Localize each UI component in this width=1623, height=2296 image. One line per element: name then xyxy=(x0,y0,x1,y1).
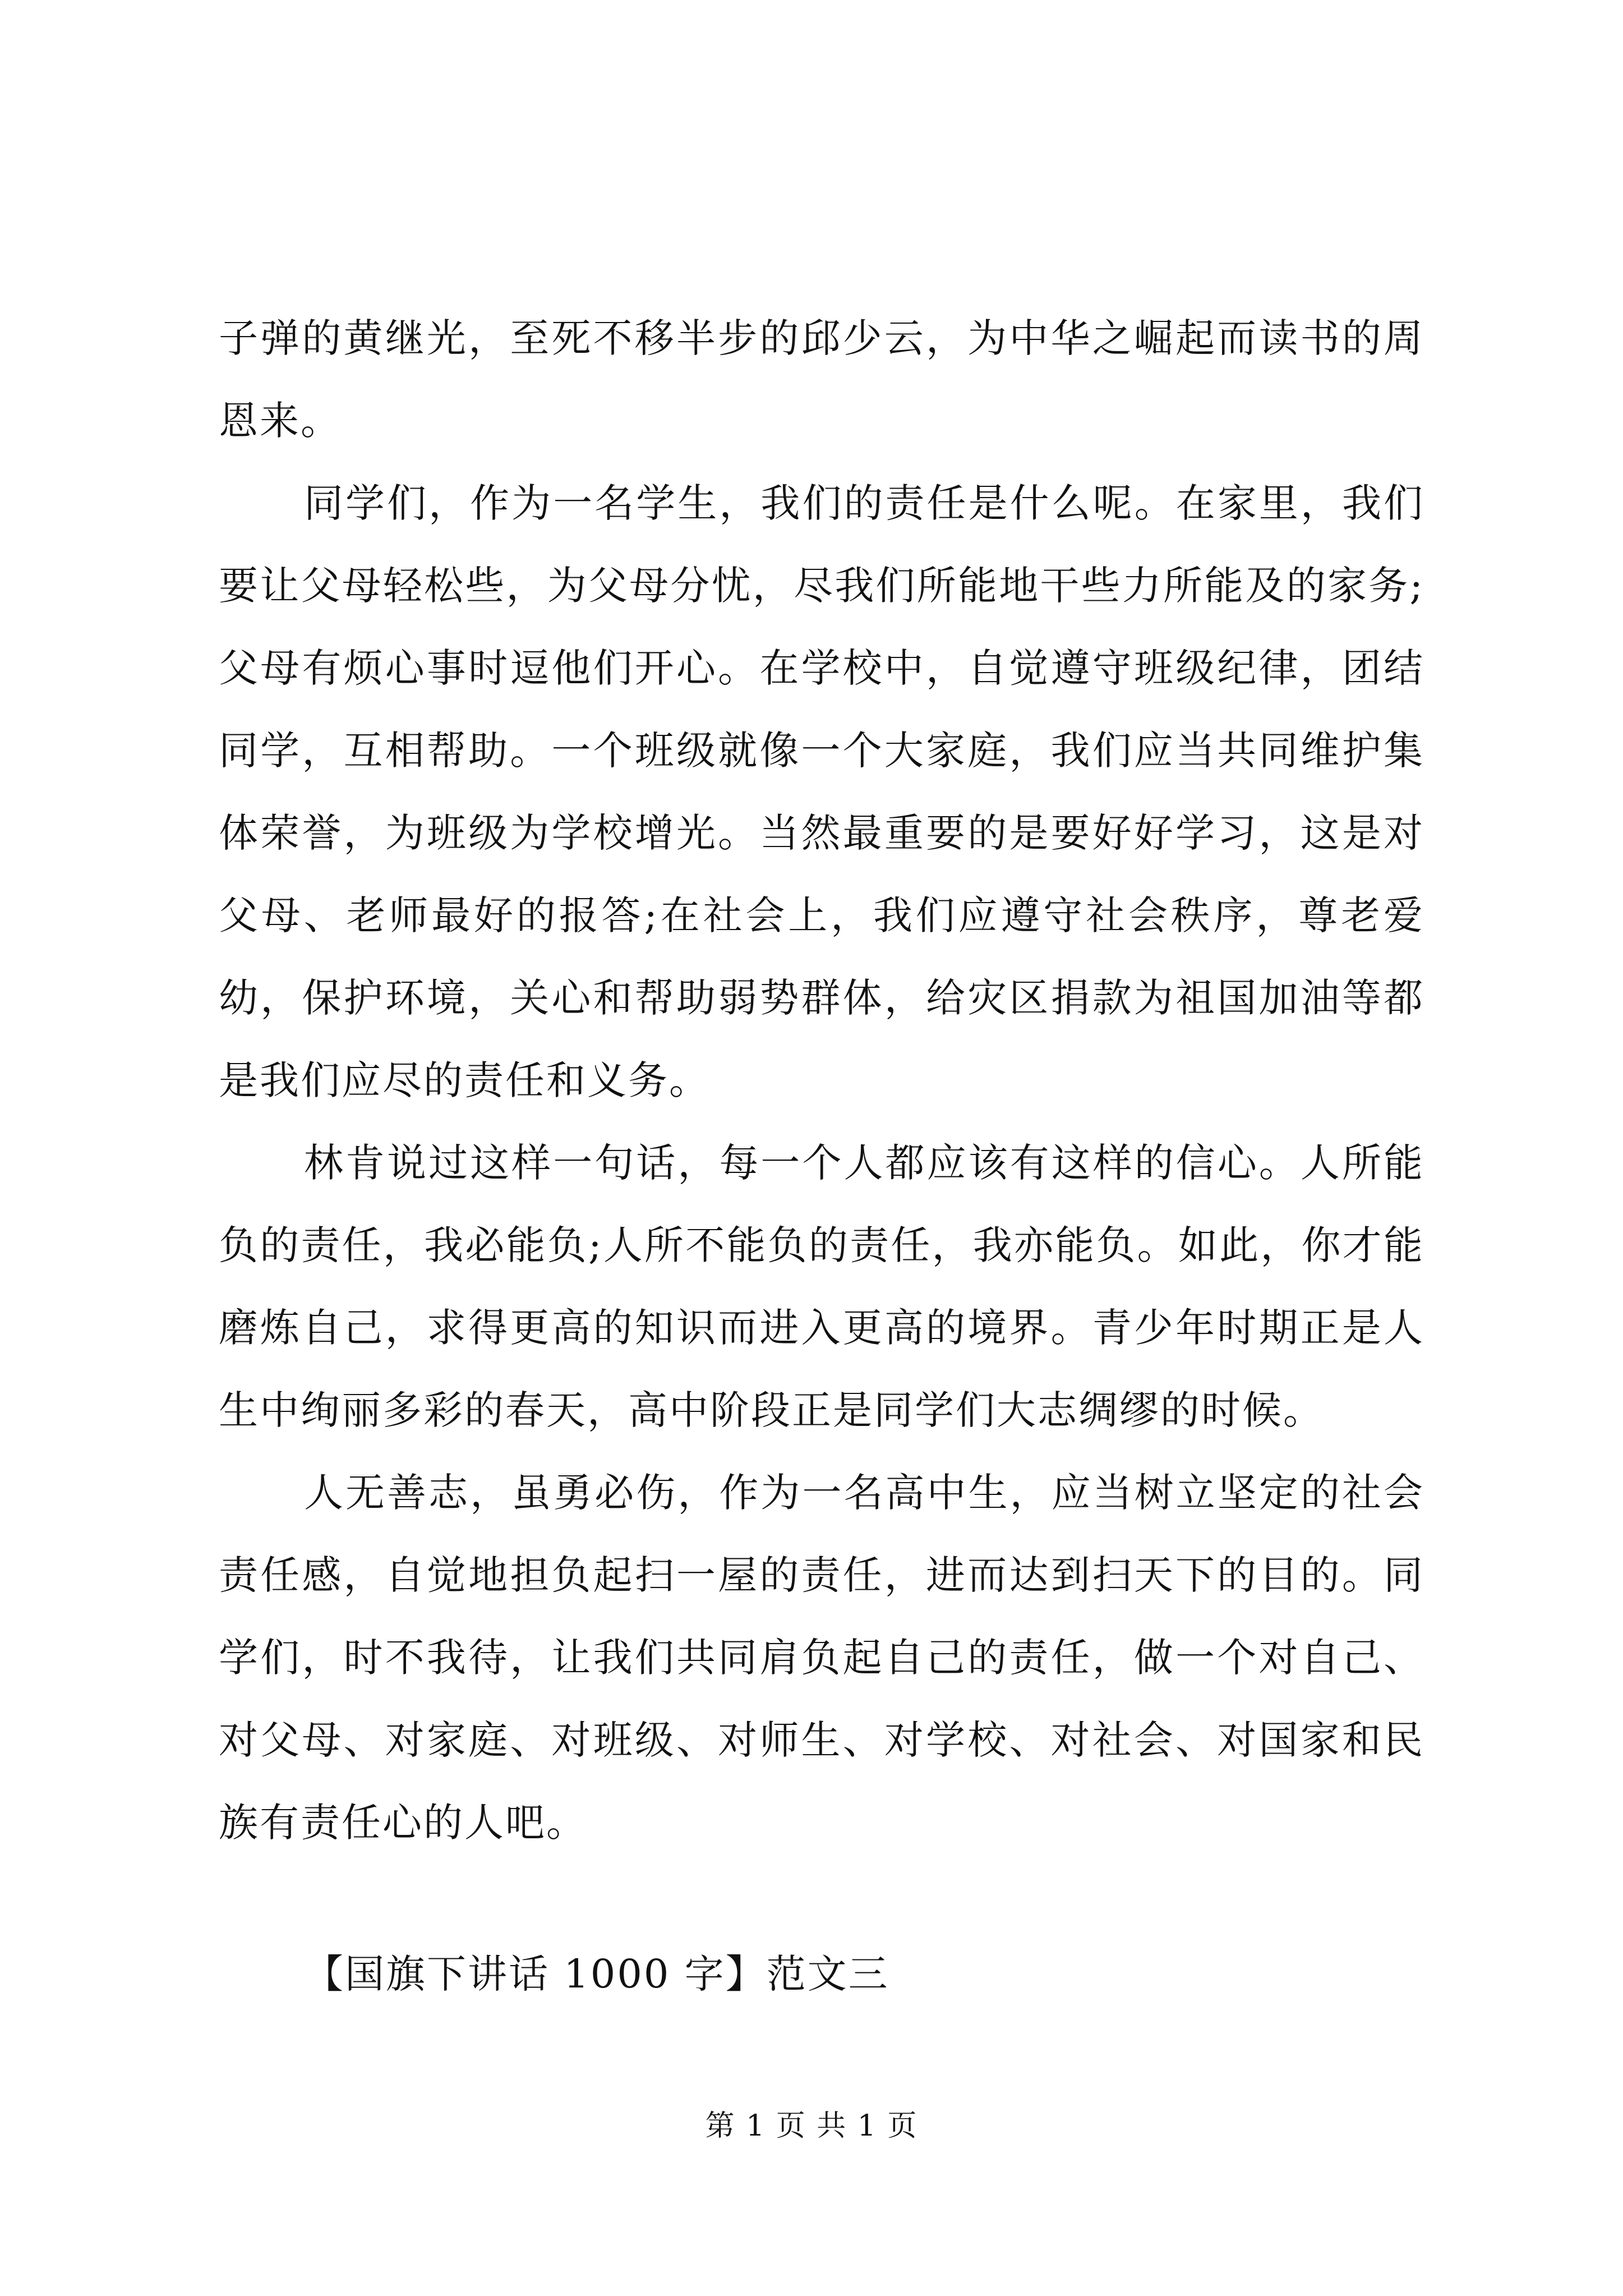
section-heading: 【国旗下讲话 1000 字】范文三 xyxy=(304,1951,889,1997)
paragraph-3: 林肯说过这样一句话，每一个人都应该有这样的信心。人所能负的责任，我必能负;人所不能负的责任，我亦能负。如此，你才能磨炼自己，求得更高的知识而进入更高的境界。青少年时期正是人生中绚丽多彩的春天，高中阶段正是同学们大志绸缪的时候。 xyxy=(219,1140,1424,1433)
document-body xyxy=(219,297,1424,1864)
paragraph-1: 子弹的黄继光，至死不移半步的邱少云，为中华之崛起而读书的周恩来。 xyxy=(219,315,1424,444)
paragraph-2: 同学们，作为一名学生，我们的责任是什么呢。在家里，我们要让父母轻松些，为父母分忧，尽我们所能地干些力所能及的家务;父母有烦心事时逗他们开心。在学校中，自觉遵守班级纪律，团结同学，互相帮助。一个班级就像一个大家庭，我们应当共同维护集体荣誉，为班级为学校增光。当然最重要的是要好好学习，这是对父母、老师最好的报答;在社会上，我们应遵守社会秩序，尊老爱幼，保护环境，关心和帮助弱势群体，给灾区捐款为祖国加油等都是我们应尽的责任和义务。 xyxy=(219,480,1424,1103)
page-footer: 第 1 页 共 1 页 xyxy=(705,2109,918,2143)
paragraph-4: 人无善志，虽勇必伤，作为一名高中生，应当树立坚定的社会责任感，自觉地担负起扫一屋的责任，进而达到扫天下的目的。同学们，时不我待，让我们共同肩负起自己的责任，做一个对自己、对父母、对家庭、对班级、对师生、对学校、对社会、对国家和民族有责任心的人吧。 xyxy=(219,1470,1424,1846)
